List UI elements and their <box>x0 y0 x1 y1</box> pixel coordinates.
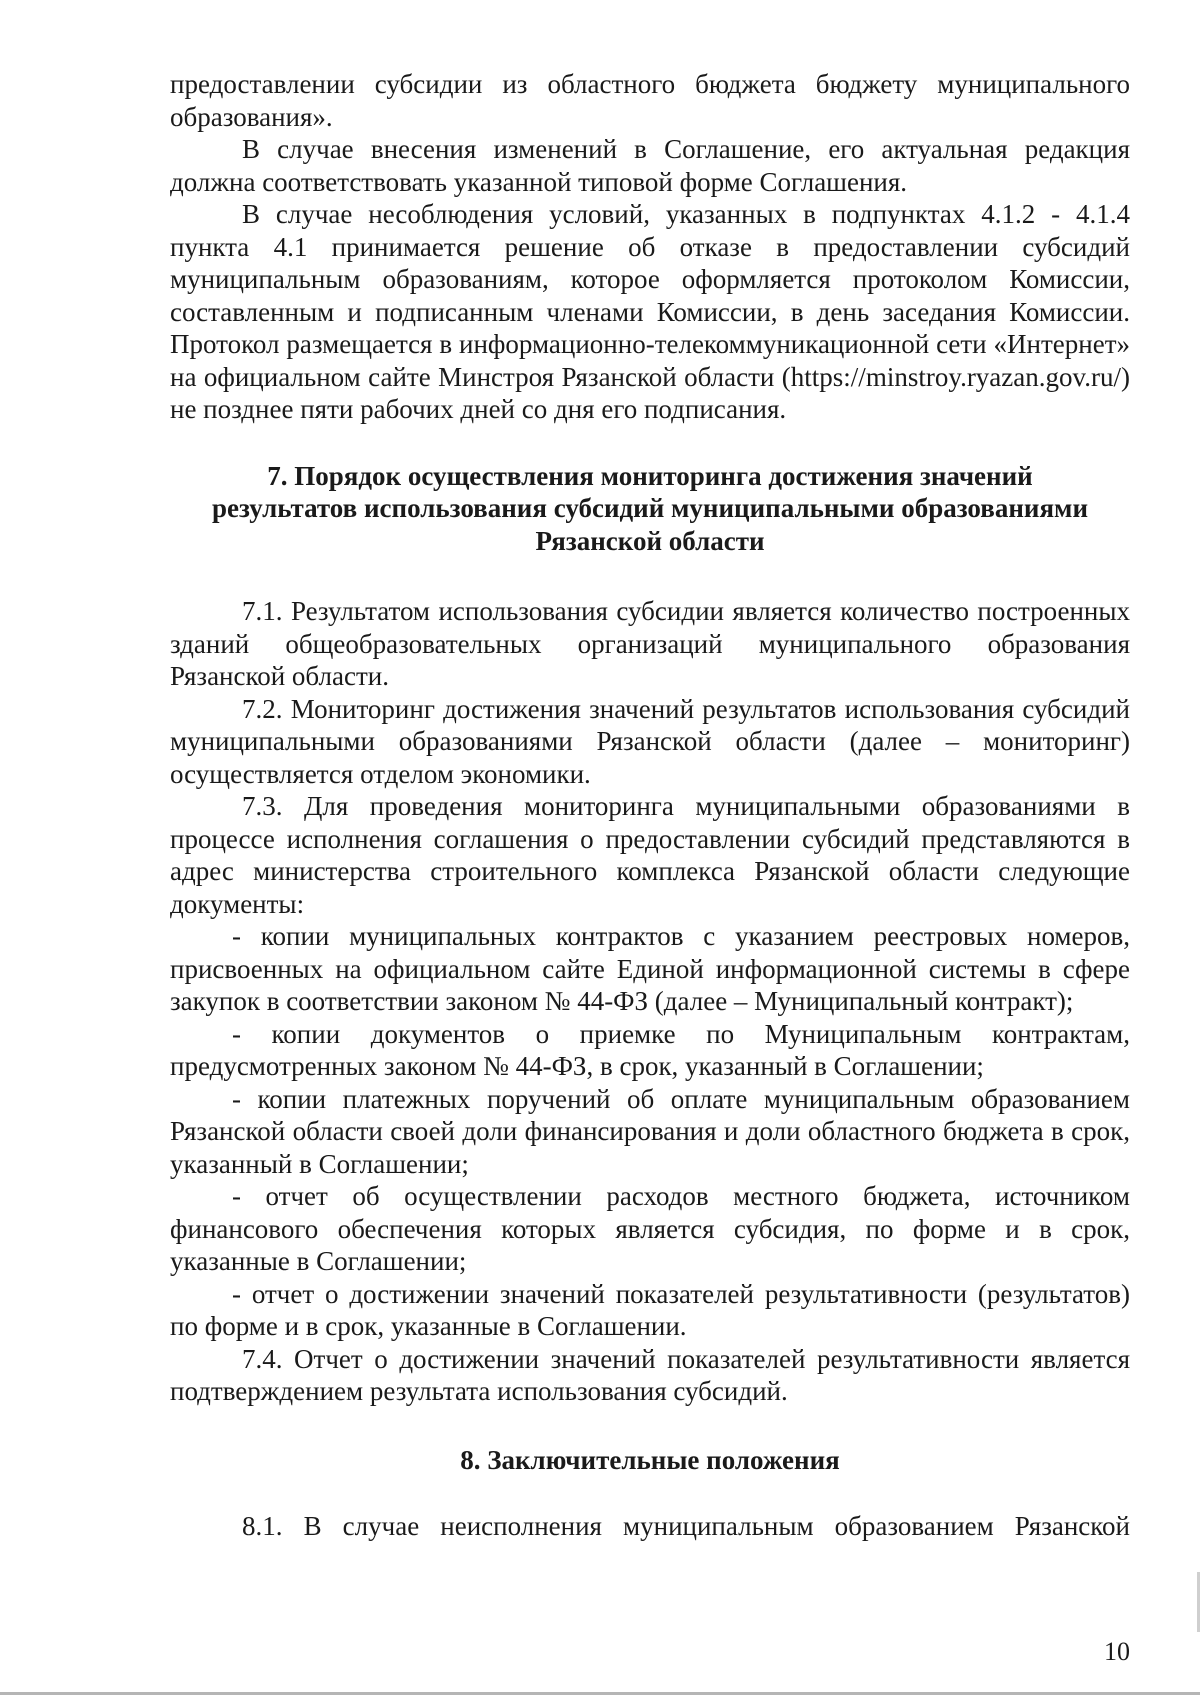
list-item: - копии муниципальных контрактов с указанием реестровых номеров, присвоенных на официальном сайте Единой информационной системы в сфере закупок в соответствии законом № 44-ФЗ (далее – Муниципальный контракт); <box>170 921 1130 1016</box>
list-item: - копии платежных поручений об оплате муниципальным образованием Рязанской области своей доли финансирования и доли областного бюджета в срок, указанный в Соглашении; <box>170 1083 1130 1179</box>
list-item: - копии документов о приемке по Муниципальным контрактам, предусмотренных законом № 44-ФЗ, в срок, указанный в Соглашении; <box>170 1018 1130 1081</box>
section-7-heading: 7. Порядок осуществления мониторинга достижения значений результатов использования субсидий муниципальными образованиями Рязанской области <box>212 460 1088 556</box>
paragraph-amendments: В случае внесения изменений в Соглашение, его актуальная редакция должна соответствовать указанной типовой форме Соглашения. <box>170 134 1130 197</box>
paragraph-7-2: 7.2. Мониторинг достижения значений результатов использования субсидий муниципальными образованиями Рязанской области (далее – мониторинг) осуществляется отделом экономики. <box>170 693 1130 789</box>
paragraph-noncompliance: В случае несоблюдения условий, указанных в подпунктах 4.1.2 - 4.1.4 пункта 4.1 принимается решение об отказе в предоставлении субсидий муниципальным образованиям, которое оформляется протоколом Комиссии, составленным и подписанным членами Комиссии, в день заседания Комиссии. Протокол размещается в информационно-телекоммуникационной сети «Интернет» на официальном сайте Минстроя Рязанской области (https://minstroy.ryazan.gov.ru/) не позднее пяти рабочих дней со дня его подписания. <box>170 199 1130 424</box>
document-page <box>170 68 1130 1543</box>
paragraph-7-1: 7.1. Результатом использования субсидии является количество построенных зданий общеобразовательных организаций муниципального образования Рязанской области. <box>170 596 1130 691</box>
paragraph-8-1: 8.1. В случае неисполнения муниципальным образованием Рязанской <box>242 1511 1130 1541</box>
scan-bottom-border <box>0 1692 1200 1695</box>
list-item: - отчет об осуществлении расходов местного бюджета, источником финансового обеспечения которых является субсидия, по форме и в срок, указанные в Соглашении; <box>170 1181 1130 1276</box>
page-number: 10 <box>1104 1637 1130 1666</box>
list-item: - отчет о достижении значений показателей результативности (результатов) по форме и в срок, указанные в Соглашении. <box>170 1278 1130 1341</box>
paragraph-7-3: 7.3. Для проведения мониторинга муниципальными образованиями в процессе исполнения соглашения о предоставлении субсидий представляются в адрес министерства строительного комплекса Рязанской области следующие документы: <box>170 791 1130 919</box>
section-8-heading: 8. Заключительные положения <box>460 1444 840 1475</box>
paragraph-7-4: 7.4. Отчет о достижении значений показателей результативности является подтверждением результата использования субсидий. <box>170 1343 1130 1406</box>
paragraph-continuation: предоставлении субсидии из областного бюджета бюджету муниципального образования». <box>170 69 1130 132</box>
